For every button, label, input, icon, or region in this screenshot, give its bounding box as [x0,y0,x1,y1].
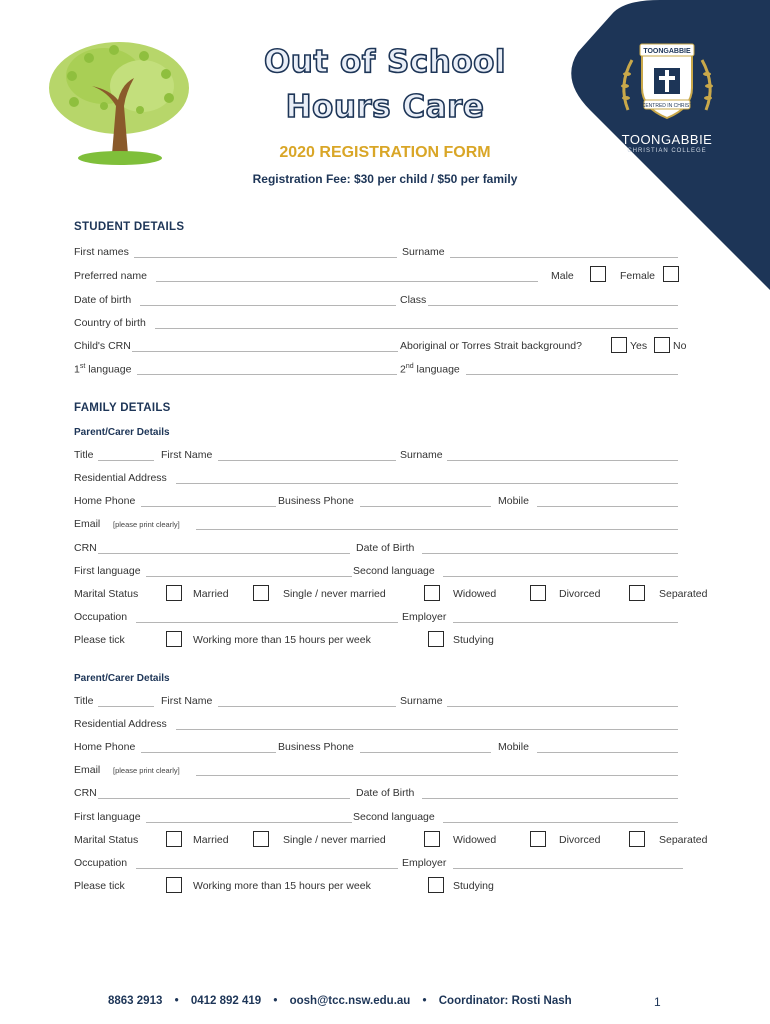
p1-divorced-label: Divorced [559,588,601,600]
p1-please-tick-label: Please tick [74,634,125,646]
p2-email-field[interactable] [196,775,678,776]
p2-home-phone-field[interactable] [141,752,276,753]
p2-working-checkbox[interactable] [166,877,182,893]
first-names-label: First names [74,246,129,258]
p2-first-language-label: First language [74,811,141,823]
atsi-yes-label: Yes [630,340,648,352]
p1-home-phone-field[interactable] [141,506,276,507]
p1-crn-field[interactable] [98,553,350,554]
p2-crn-label: CRN [74,787,97,799]
footer-bullet: • [273,995,278,1007]
country-of-birth-label: Country of birth [74,317,146,329]
p1-business-phone-label: Business Phone [278,495,354,507]
p2-divorced-checkbox[interactable] [530,831,546,847]
footer-coordinator: Coordinator: Rosti Nash [438,995,572,1007]
p1-surname-label: Surname [400,449,443,461]
p1-email-label: Email [74,518,101,530]
page-number: 1 [654,995,661,1009]
p2-employer-label: Employer [402,857,447,869]
first-names-field[interactable] [134,257,397,258]
p1-home-phone-label: Home Phone [74,495,136,507]
p2-address-label: Residential Address [74,718,167,730]
atsi-no-checkbox[interactable] [654,337,670,353]
p2-single-label: Single / never married [283,834,386,846]
male-label: Male [551,270,574,282]
registration-fee: Registration Fee: $30 per child / $50 per family [252,172,518,186]
footer-mobile: 0412 892 419 [190,995,262,1007]
p1-email-field[interactable] [196,529,678,530]
p1-business-phone-field[interactable] [360,506,491,507]
p2-title-label: Title [74,695,94,707]
male-checkbox[interactable] [590,266,606,282]
footer-bullet: • [174,995,179,1007]
p2-second-language-field[interactable] [443,822,678,823]
p2-widowed-checkbox[interactable] [424,831,440,847]
p2-studying-label: Studying [453,880,494,892]
p2-widowed-label: Widowed [453,834,497,846]
student-dob-field[interactable] [140,305,396,306]
p1-surname-field[interactable] [447,460,678,461]
p1-email-note: [please print clearly] [113,520,180,529]
svg-text:TOONGABBIE: TOONGABBIE [643,48,691,55]
p2-email-note: [please print clearly] [113,766,180,775]
p1-first-language-field[interactable] [146,576,352,577]
p1-single-label: Single / never married [283,588,386,600]
p2-married-checkbox[interactable] [166,831,182,847]
p2-email-label: Email [74,764,101,776]
female-label: Female [620,270,656,282]
footer-bullet: • [422,995,427,1007]
student-dob-label: Date of birth [74,294,132,306]
p2-surname-field[interactable] [447,706,678,707]
first-language-label: 1st language [74,363,132,376]
p2-divorced-label: Divorced [559,834,601,846]
class-field[interactable] [428,305,678,306]
footer-email[interactable]: oosh@tcc.nsw.edu.au [289,995,411,1007]
p1-working-label: Working more than 15 hours per week [193,634,371,646]
family-details-heading: FAMILY DETAILS [74,402,171,414]
atsi-label: Aboriginal or Torres Strait background? [400,340,582,352]
second-language-label: 2nd language [400,363,460,376]
school-name: TOONGABBIE [621,132,713,147]
p1-employer-label: Employer [402,611,447,623]
class-label: Class [400,294,427,306]
p2-second-language-label: Second language [353,811,435,823]
female-checkbox[interactable] [663,266,679,282]
p2-occupation-field[interactable] [136,868,398,869]
p1-second-language-field[interactable] [443,576,678,577]
p1-widowed-checkbox[interactable] [424,585,440,601]
p1-address-label: Residential Address [74,472,167,484]
p1-title-field[interactable] [98,460,154,461]
p2-surname-label: Surname [400,695,443,707]
p1-dob-field[interactable] [422,553,678,554]
p1-crn-label: CRN [74,542,97,554]
parent2-heading: Parent/Carer Details [74,673,170,684]
p2-single-checkbox[interactable] [253,831,269,847]
p2-please-tick-label: Please tick [74,880,125,892]
surname-field[interactable] [450,257,678,258]
p1-married-label: Married [193,588,229,600]
school-crest [614,40,754,154]
p2-marital-label: Marital Status [74,834,139,846]
p1-dob-label: Date of Birth [356,542,415,554]
p2-working-label: Working more than 15 hours per week [193,880,371,892]
p1-first-name-label: First Name [161,449,213,461]
p2-first-language-field[interactable] [146,822,352,823]
p1-second-language-label: Second language [353,565,435,577]
form-title: 2020 REGISTRATION FORM [279,144,491,161]
p2-first-name-label: First Name [161,695,213,707]
atsi-no-label: No [673,340,687,352]
p1-single-checkbox[interactable] [253,585,269,601]
p1-occupation-field[interactable] [136,622,398,623]
p2-separated-label: Separated [659,834,708,846]
p1-employer-field[interactable] [453,622,678,623]
crest-motto: CENTRED IN CHRIST [641,103,693,109]
p2-mobile-field[interactable] [537,752,678,753]
p2-business-phone-label: Business Phone [278,741,354,753]
student-first-language-field[interactable] [137,374,397,375]
p2-mobile-label: Mobile [498,741,529,753]
p2-dob-label: Date of Birth [356,787,415,799]
p2-crn-field[interactable] [98,798,350,799]
p1-separated-checkbox[interactable] [629,585,645,601]
p1-mobile-label: Mobile [498,495,529,507]
atsi-yes-checkbox[interactable] [611,337,627,353]
title-line-1: Out of School [263,44,507,80]
tree-logo-icon [44,36,194,166]
footer-contact [108,995,572,1007]
preferred-name-label: Preferred name [74,270,147,282]
preferred-name-field[interactable] [156,281,538,282]
p2-employer-field[interactable] [453,868,683,869]
p1-studying-label: Studying [453,634,494,646]
p1-address-field[interactable] [176,483,678,484]
child-crn-field[interactable] [132,351,398,352]
p1-studying-checkbox[interactable] [428,631,444,647]
p2-first-name-field[interactable] [218,706,396,707]
p1-widowed-label: Widowed [453,588,497,600]
student-details-heading: STUDENT DETAILS [74,221,185,233]
school-subtitle: CHRISTIAN COLLEGE [627,148,707,154]
p1-working-checkbox[interactable] [166,631,182,647]
p2-dob-field[interactable] [422,798,678,799]
p2-address-field[interactable] [176,729,678,730]
student-second-language-field[interactable] [466,374,678,375]
footer-phone: 8863 2913 [108,995,163,1007]
p1-divorced-checkbox[interactable] [530,585,546,601]
surname-label: Surname [402,246,445,258]
p2-title-field[interactable] [98,706,154,707]
title-line-2: Hours Care [285,89,485,125]
p1-marital-label: Marital Status [74,588,139,600]
p2-studying-checkbox[interactable] [428,877,444,893]
p1-married-checkbox[interactable] [166,585,182,601]
p2-married-label: Married [193,834,229,846]
p1-occupation-label: Occupation [74,611,128,623]
p2-separated-checkbox[interactable] [629,831,645,847]
p2-home-phone-label: Home Phone [74,741,136,753]
p1-first-name-field[interactable] [218,460,396,461]
p1-mobile-field[interactable] [537,506,678,507]
p1-first-language-label: First language [74,565,141,577]
p2-occupation-label: Occupation [74,857,128,869]
p2-business-phone-field[interactable] [360,752,491,753]
parent1-heading: Parent/Carer Details [74,427,170,438]
p1-title-label: Title [74,449,94,461]
crest-icon [614,40,720,130]
child-crn-label: Child's CRN [74,340,131,352]
country-of-birth-field[interactable] [155,328,678,329]
p1-separated-label: Separated [659,588,708,600]
